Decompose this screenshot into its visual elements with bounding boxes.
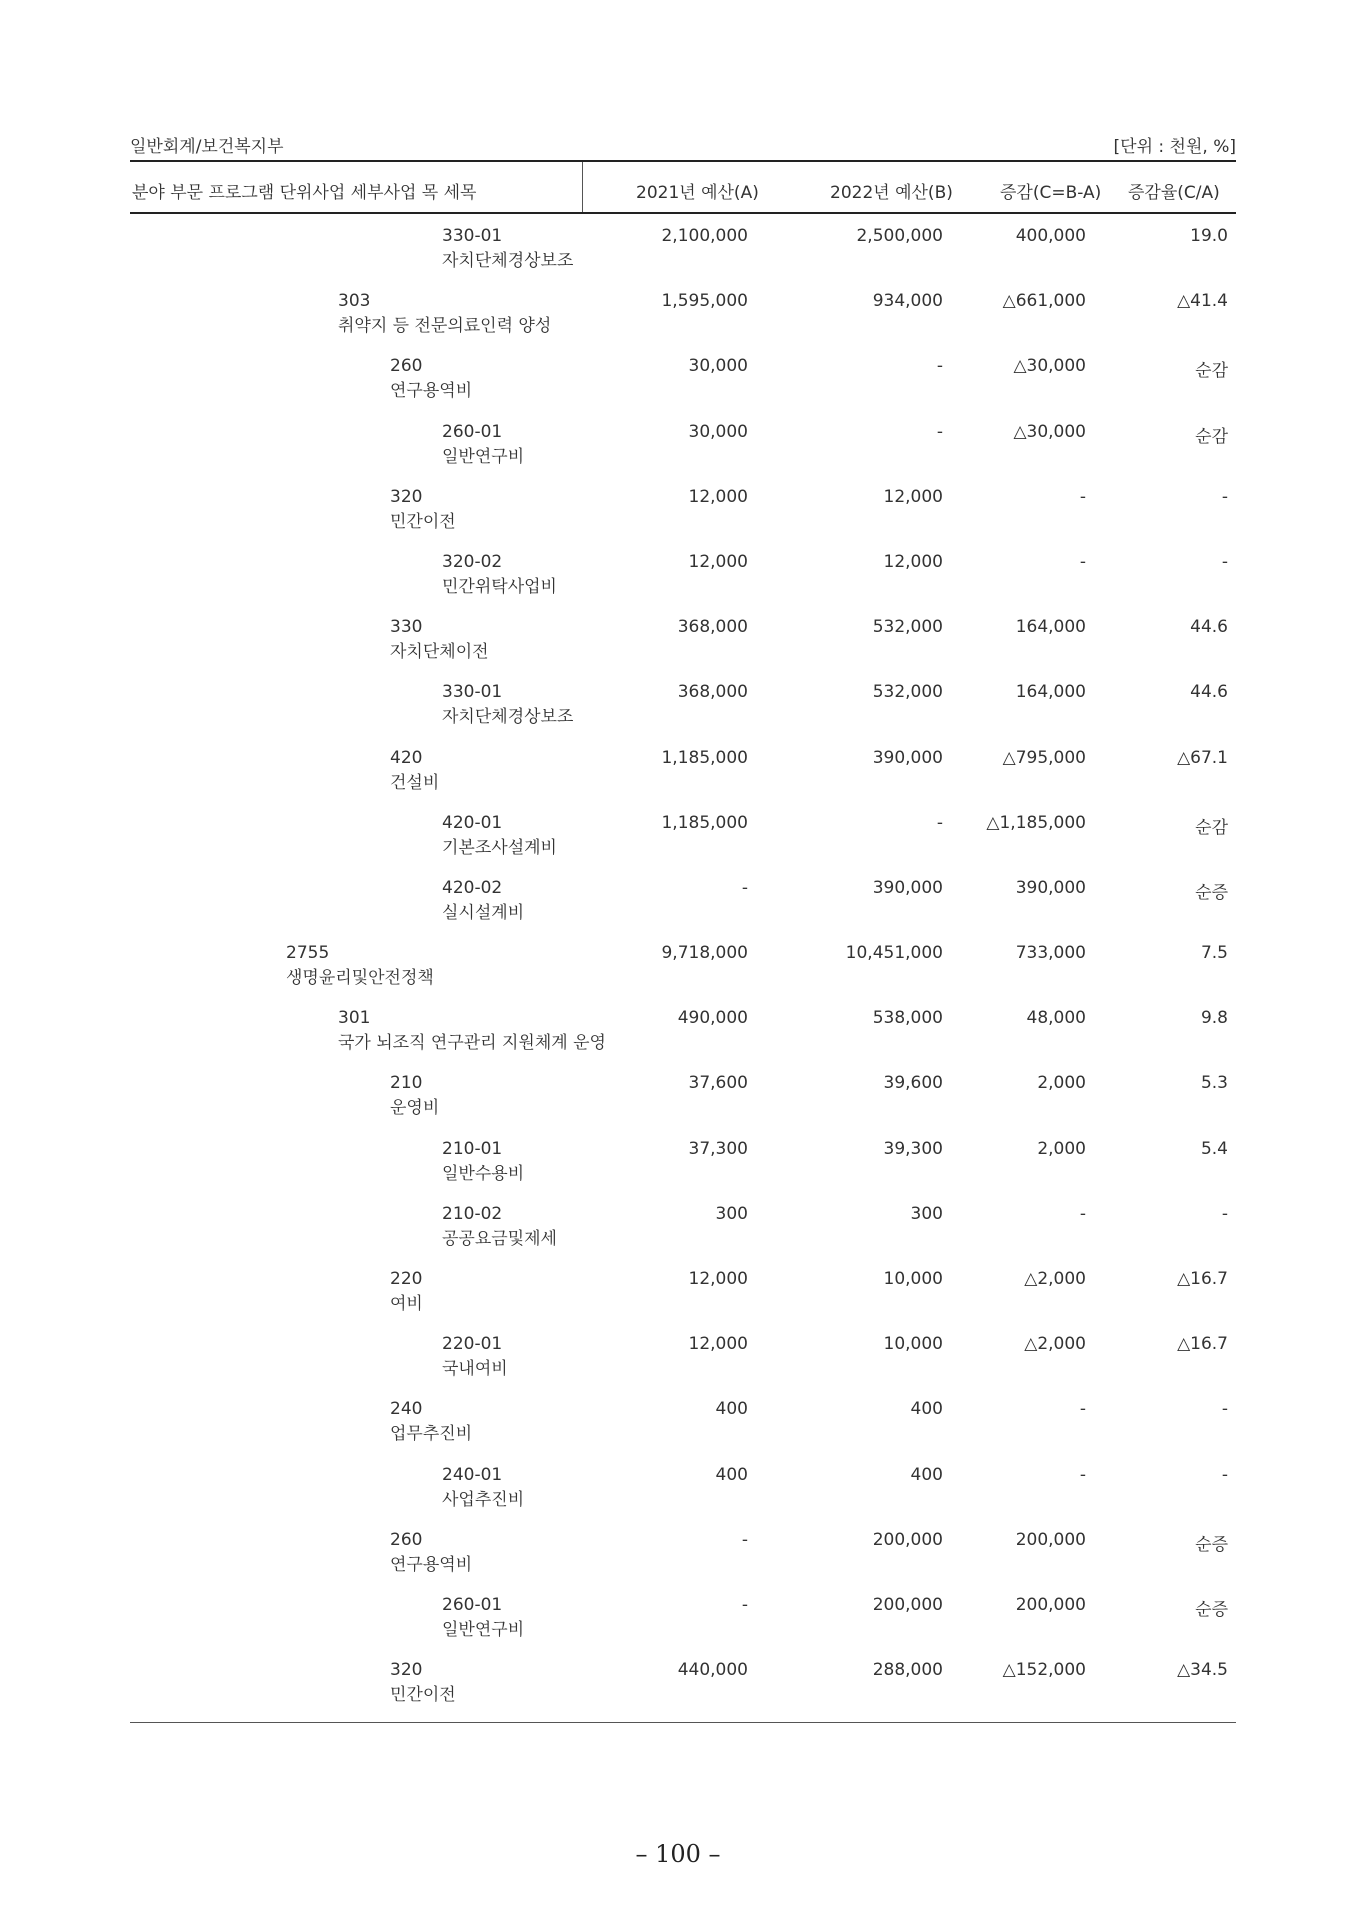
table-row [130,418,1236,483]
budget-2021: 368,000 [677,682,748,703]
budget-2021: 490,000 [677,1008,748,1029]
table-row [130,1395,1236,1460]
item-name: 사업추진비 [442,1489,525,1510]
change-amount: - [1079,1399,1086,1420]
item-name: 취약지 등 전문의료인력 양성 [338,316,552,337]
budget-2021: 400 [715,1399,748,1420]
item-code: 320-02 [442,551,503,572]
table-row [130,548,1236,613]
table-row [130,1591,1236,1656]
item-name: 민간위탁사업비 [442,576,557,597]
change-amount: △795,000 [1002,747,1086,768]
item-code: 220-01 [442,1334,503,1355]
account-ministry-label: 일반회계/보건복지부 [130,137,284,157]
change-amount: 733,000 [1015,943,1086,964]
budget-2021: 9,718,000 [661,943,748,964]
change-amount: 200,000 [1015,1529,1086,1550]
change-rate: △34.5 [1177,1660,1228,1681]
table-row [130,1135,1236,1200]
table-header-rule [130,212,1236,214]
change-rate: - [1221,486,1228,507]
budget-2021: - [741,1529,748,1550]
change-rate: 순증 [1195,1534,1228,1555]
item-code: 301 [338,1008,371,1029]
change-amount: △1,185,000 [986,812,1086,833]
item-code: 210 [390,1073,423,1094]
budget-2021: 400 [715,1464,748,1485]
change-amount: - [1079,1203,1086,1224]
change-amount: △2,000 [1024,1269,1086,1289]
budget-2022: 538,000 [872,1008,943,1029]
item-name: 민간이전 [390,511,456,532]
item-code: 210-02 [442,1203,503,1224]
budget-2022: 288,000 [872,1660,943,1681]
col-hierarchy: 분야 부문 프로그램 단위사업 세부사업 목 세목 [132,183,477,203]
change-amount: △2,000 [1024,1334,1086,1355]
item-code: 420-02 [442,877,503,898]
table-row [130,1330,1236,1395]
change-amount: - [1079,551,1086,572]
col-change-rate: 증감율(C/A) [1128,183,1220,203]
budget-2021: 30,000 [688,421,748,442]
col-2022-budget: 2022년 예산(B) [830,183,953,203]
item-code: 420 [390,747,423,768]
budget-2022: 390,000 [872,877,943,898]
item-code: 2755 [286,943,330,964]
change-rate: 19.0 [1190,226,1228,246]
budget-2021: 12,000 [688,486,748,507]
change-rate: 9.8 [1200,1008,1228,1029]
change-rate: - [1221,1399,1228,1420]
budget-2022: 12,000 [883,551,943,572]
unit-label: [단위 : 천원, %] [1113,137,1236,157]
page-number: – 100 – [635,1840,721,1868]
table-bottom-rule [130,1722,1236,1723]
change-rate: △41.4 [1177,291,1228,312]
change-rate: - [1221,551,1228,572]
item-name: 실시설계비 [442,902,525,923]
table-row [130,287,1236,352]
budget-2021: 368,000 [677,617,748,638]
item-name: 일반연구비 [442,446,525,467]
budget-2022: 39,300 [883,1138,943,1159]
change-rate: 7.5 [1200,943,1228,964]
budget-2022: 200,000 [872,1529,943,1550]
budget-2021: 300 [715,1203,748,1224]
budget-2021: 37,600 [688,1073,748,1094]
item-code: 260-01 [442,1594,503,1615]
budget-2021: 12,000 [688,1269,748,1289]
change-amount: - [1079,486,1086,507]
item-code: 240-01 [442,1464,503,1485]
budget-2022: 400 [910,1464,943,1485]
item-name: 여비 [390,1294,423,1314]
table-row [130,1656,1236,1721]
budget-2022: 390,000 [872,747,943,768]
change-amount: △30,000 [1013,421,1086,442]
change-rate: 44.6 [1190,617,1228,638]
budget-2022: 532,000 [872,682,943,703]
change-rate: 순감 [1195,426,1228,447]
table-row [130,222,1236,287]
change-rate: 순증 [1195,1599,1228,1620]
item-code: 320 [390,1660,423,1681]
item-code: 330 [390,617,423,638]
item-code: 303 [338,291,371,312]
item-name: 운영비 [390,1098,440,1119]
table-row [130,1526,1236,1591]
page-header [130,132,1236,160]
item-name: 연구용역비 [390,1554,473,1575]
table-row [130,1200,1236,1265]
item-name: 국내여비 [442,1359,508,1380]
item-code: 240 [390,1399,423,1420]
budget-2021: - [741,877,748,898]
budget-2021: 1,185,000 [661,812,748,833]
budget-2021: 37,300 [688,1138,748,1159]
budget-2022: 10,000 [883,1334,943,1355]
change-amount: 390,000 [1015,877,1086,898]
table-header [130,162,1236,212]
change-amount: 2,000 [1037,1138,1086,1159]
table-row [130,744,1236,809]
budget-2022: 400 [910,1399,943,1420]
change-rate: 순증 [1195,882,1228,903]
col-2021-budget: 2021년 예산(A) [636,183,759,203]
change-amount: 164,000 [1015,682,1086,703]
item-code: 210-01 [442,1138,503,1159]
change-amount: △152,000 [1002,1660,1086,1681]
table-row [130,1265,1236,1330]
item-code: 220 [390,1269,423,1289]
budget-2022: 10,000 [883,1269,943,1289]
item-name: 자치단체경상보조 [442,251,574,271]
item-name: 공공요금및제세 [442,1228,557,1249]
budget-2021: - [741,1594,748,1615]
change-amount: 48,000 [1026,1008,1086,1029]
budget-2022: 12,000 [883,486,943,507]
budget-2021: 30,000 [688,356,748,377]
change-rate: △16.7 [1177,1334,1228,1355]
item-code: 420-01 [442,812,503,833]
budget-2022: 2,500,000 [856,226,943,246]
change-rate: 5.3 [1200,1073,1228,1094]
budget-2021: 2,100,000 [661,226,748,246]
budget-2022: - [936,421,943,442]
change-rate: - [1221,1464,1228,1485]
table-row [130,678,1236,743]
change-amount: △30,000 [1013,356,1086,377]
table-row [130,874,1236,939]
change-rate: 44.6 [1190,682,1228,703]
table-row [130,939,1236,1004]
table-row [130,352,1236,417]
change-amount: - [1079,1464,1086,1485]
table-row [130,1069,1236,1134]
change-amount: 200,000 [1015,1594,1086,1615]
item-code: 320 [390,486,423,507]
budget-2021: 12,000 [688,551,748,572]
table-row [130,1461,1236,1526]
table-row [130,809,1236,874]
change-rate: - [1221,1203,1228,1224]
item-name: 생명윤리및안전정책 [286,968,434,989]
budget-2022: - [936,356,943,377]
item-name: 업무추진비 [390,1424,473,1445]
change-amount: 400,000 [1015,226,1086,246]
change-rate: 순감 [1195,361,1228,382]
budget-2022: 39,600 [883,1073,943,1094]
budget-2022: 200,000 [872,1594,943,1615]
item-name: 자치단체이전 [390,642,489,663]
item-name: 연구용역비 [390,381,473,402]
change-amount: 2,000 [1037,1073,1086,1094]
table-row [130,613,1236,678]
item-code: 330-01 [442,682,503,703]
change-rate: 순감 [1195,817,1228,838]
budget-2021: 440,000 [677,1660,748,1681]
table-body [130,222,1236,1721]
item-name: 건설비 [390,772,440,793]
budget-2022: 10,451,000 [845,943,943,964]
item-code: 260-01 [442,421,503,442]
item-code: 260 [390,356,423,377]
budget-2022: - [936,812,943,833]
change-rate: △67.1 [1177,747,1228,768]
item-name: 국가 뇌조직 연구관리 지원체계 운영 [338,1033,606,1054]
table-row [130,483,1236,548]
item-code: 330-01 [442,226,503,246]
col-change: 증감(C=B-A) [1000,183,1102,203]
budget-2021: 1,595,000 [661,291,748,312]
budget-2022: 300 [910,1203,943,1224]
change-amount: 164,000 [1015,617,1086,638]
header-divider [582,162,583,212]
item-name: 기본조사설계비 [442,837,557,858]
item-name: 일반수용비 [442,1163,525,1184]
table-row [130,1004,1236,1069]
item-code: 260 [390,1529,423,1550]
change-rate: 5.4 [1200,1138,1228,1159]
change-amount: △661,000 [1002,291,1086,312]
budget-2022: 532,000 [872,617,943,638]
budget-2021: 1,185,000 [661,747,748,768]
item-name: 자치단체경상보조 [442,707,574,728]
item-name: 일반연구비 [442,1619,525,1640]
budget-2021: 12,000 [688,1334,748,1355]
change-rate: △16.7 [1177,1269,1228,1289]
item-name: 민간이전 [390,1685,456,1706]
budget-2022: 934,000 [872,291,943,312]
